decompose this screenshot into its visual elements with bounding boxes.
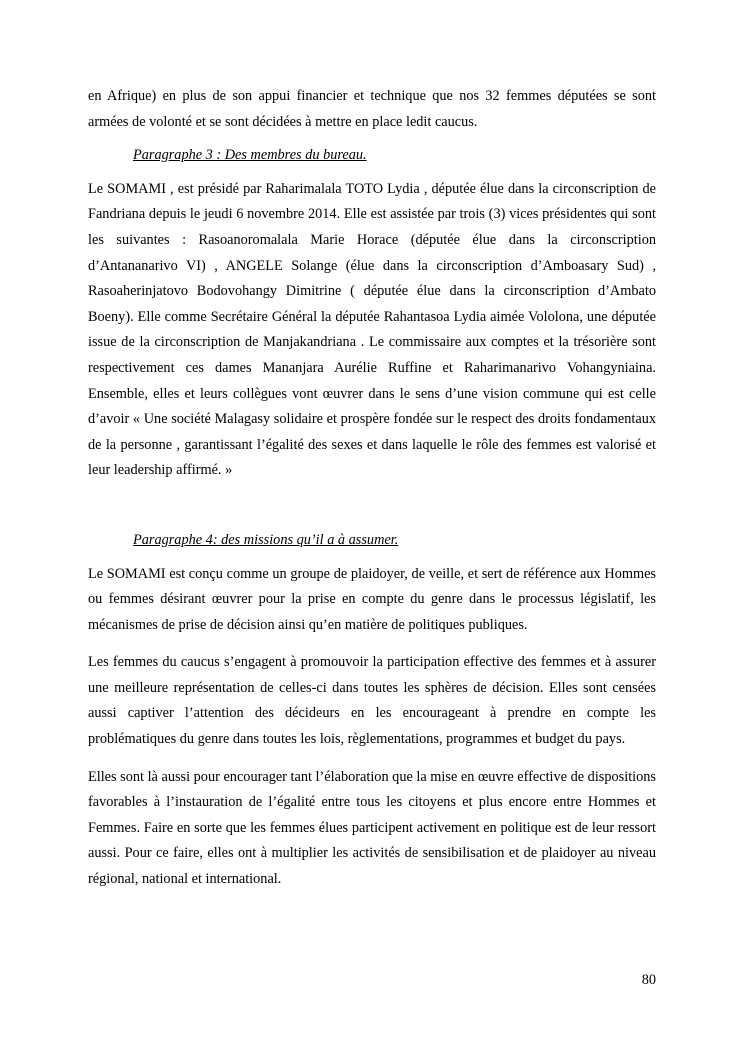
section-3-heading: Paragraphe 3 : Des membres du bureau.: [133, 147, 367, 164]
page-number: 80: [641, 972, 656, 988]
section-4-paragraph-1: Le SOMAMI est conçu comme un groupe de plaidoyer, de veille, et sert de référence aux Hommes ou femmes désirant œuvrer pour la prise en compte du genre dans le processus législatif, les mécanismes de prise de décision ainsi qu’en matière de politiques publiques.: [88, 565, 656, 633]
document-page: [88, 84, 656, 893]
section-4-paragraph-3: Elles sont là aussi pour encourager tant l’élaboration que la mise en œuvre effective de dispositions favorables à l’instauration de l’égalité entre tous les citoyens et plus encore entre Hommes et Femmes. Faire en sorte que les femmes élues participent activement en politique est de leur ressort aussi. Pour ce faire, elles ont à multiplier les activités de sensibilisation et de plaidoyer au niveau régional, national et international.: [88, 768, 656, 888]
section-3-body: Le SOMAMI , est présidé par Raharimalala TOTO Lydia , députée élue dans la circonscription de Fandriana depuis le jeudi 6 novembre 2014. Elle est assistée par trois (3) vices présidentes qui sont les suivantes : Rasoanoromalala Marie Horace (députée élue dans la circonscription d’Antananarivo VI) , ANGELE Solange (élue dans la circonscription d’Amboasary Sud) , Rasoaherinjatovo Bodovohangy Dimitrine ( députée élue dans la circonscription d’Ambato Boeny). Elle comme Secrétaire Général la députée Rahantasoa Lydia aimée Vololona, une députée issue de la circonscription de Manjakandriana . Le commissaire aux comptes et la trésorière sont respectivement ces dames Mananjara Aurélie Ruffine et Raharimanarivo Vohangyniaina. Ensemble, elles et leurs collègues vont œuvrer dans le sens d’une vision commune qui est celle d’avoir « Une société Malagasy solidaire et prospère fondée sur le respect des droits fondamentaux de la personne , garantissant l’égalité des sexes et dans laquelle le rôle des femmes est valorisé et leur leadership affirmé. »: [88, 180, 656, 479]
section-4-heading: Paragraphe 4: des missions qu’il a à assumer.: [133, 531, 399, 548]
continuation-paragraph: en Afrique) en plus de son appui financier et technique que nos 32 femmes députées se sont armées de volonté et se sont décidées à mettre en place ledit caucus.: [88, 88, 656, 130]
section-4-paragraph-2: Les femmes du caucus s’engagent à promouvoir la participation effective des femmes et à assurer une meilleure représentation de celles-ci dans toutes les sphères de décision. Elles sont censées aussi captiver l’attention des décideurs en les encourageant à prendre en compte les problématiques du genre dans toutes les lois, règlementations, programmes et budget du pays.: [88, 654, 656, 748]
